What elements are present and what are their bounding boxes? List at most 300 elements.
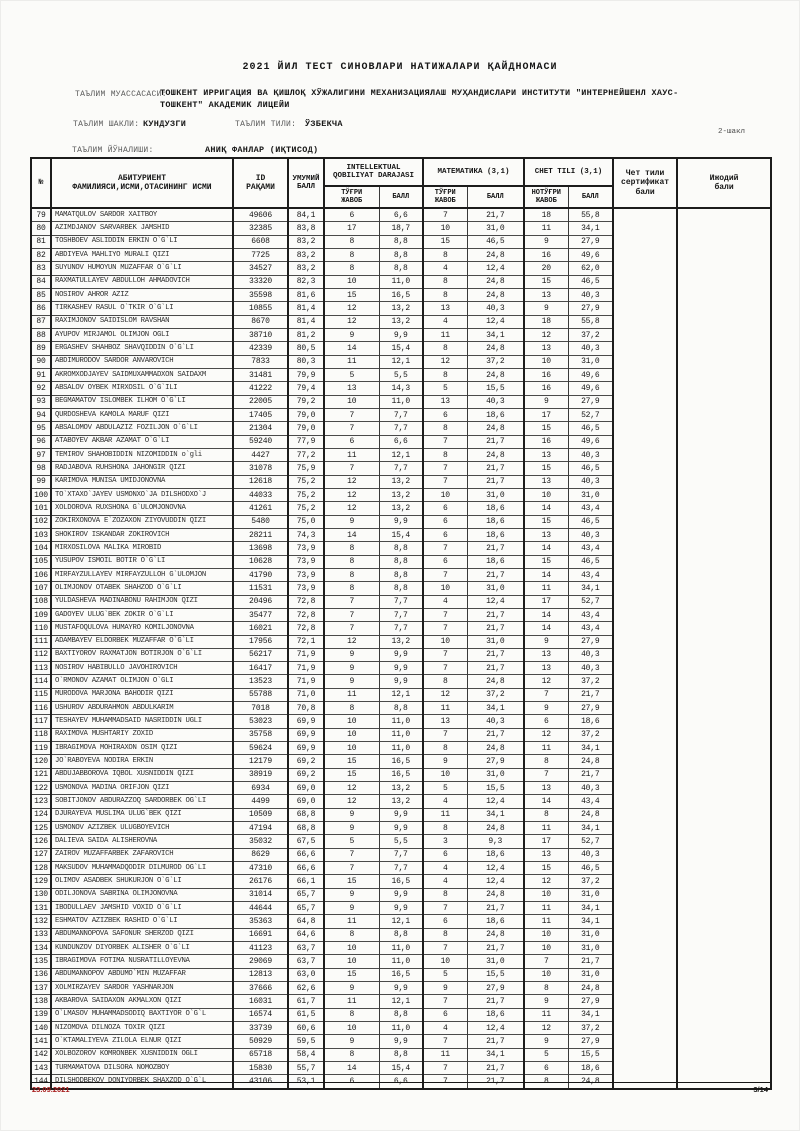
iq-correct-answers: 10 <box>324 728 379 741</box>
id-number: 17956 <box>233 635 288 648</box>
form-number-note: 2-шакл <box>717 128 745 136</box>
math-correct-answers: 9 <box>423 982 467 995</box>
math-score: 24,8 <box>467 288 524 301</box>
iq-correct-answers: 9 <box>324 515 379 528</box>
chet-incorrect-answers: 9 <box>524 395 568 408</box>
math-correct-answers: 9 <box>423 755 467 768</box>
chet-score: 31,0 <box>568 942 613 955</box>
iq-score: 11,0 <box>379 955 423 968</box>
column-header-id-line1: ID <box>255 173 266 183</box>
iq-correct-answers: 14 <box>324 1062 379 1075</box>
candidate-name: MAKSUDOV MUHAMMADQODIR DILMUROD OG`LI <box>51 862 233 875</box>
chet-score: 43,4 <box>568 622 613 635</box>
math-score: 21,7 <box>467 1062 524 1075</box>
iq-correct-answers: 9 <box>324 822 379 835</box>
math-correct-answers: 4 <box>423 862 467 875</box>
column-header-cert-line1: Чет тили <box>625 168 665 178</box>
chet-incorrect-answers: 15 <box>524 555 568 568</box>
math-score: 31,0 <box>467 582 524 595</box>
candidate-name: TURMAMATOVA DILSORA NOMOZBOY <box>51 1062 233 1075</box>
iq-correct-answers: 12 <box>324 795 379 808</box>
iq-score: 11,0 <box>379 728 423 741</box>
chet-incorrect-answers: 13 <box>524 288 568 301</box>
math-correct-answers: 10 <box>423 768 467 781</box>
math-score: 40,3 <box>467 715 524 728</box>
row-number: 108 <box>31 595 51 608</box>
chet-score: 18,6 <box>568 715 613 728</box>
math-score: 27,9 <box>467 755 524 768</box>
iq-score: 16,5 <box>379 768 423 781</box>
results-table <box>30 157 772 1090</box>
id-number: 16031 <box>233 995 288 1008</box>
column-header-name <box>51 158 233 208</box>
iq-score: 8,8 <box>379 568 423 581</box>
id-number: 47310 <box>233 862 288 875</box>
candidate-name: MUSTAFOQULOVA HUMAYRO KOMILJONOVNA <box>51 622 233 635</box>
chet-incorrect-answers: 10 <box>524 488 568 501</box>
chet-score: 40,3 <box>568 848 613 861</box>
footer-divider <box>30 1082 770 1083</box>
math-correct-answers: 5 <box>423 968 467 981</box>
candidate-name: RAXMATULLAYEV ABDULLOH AHMADOVICH <box>51 275 233 288</box>
institution-label: ТАЪЛИМ МУАССАСАСИ: <box>75 90 167 99</box>
total-score: 74,3 <box>288 528 324 541</box>
math-correct-answers: 4 <box>423 315 467 328</box>
id-number: 6608 <box>233 235 288 248</box>
total-score: 83,8 <box>288 222 324 235</box>
row-number: 94 <box>31 408 51 421</box>
iq-score: 6,6 <box>379 435 423 448</box>
total-score: 71,9 <box>288 648 324 661</box>
chet-incorrect-answers: 14 <box>524 622 568 635</box>
subheader-chet-incorrect <box>524 186 568 208</box>
row-number: 98 <box>31 462 51 475</box>
chet-score: 46,5 <box>568 555 613 568</box>
math-correct-answers: 4 <box>423 875 467 888</box>
iq-score: 13,2 <box>379 315 423 328</box>
education-language-label: ТАЪЛИМ ТИЛИ: <box>235 120 297 129</box>
candidate-name: ABDIYEVA MAHLIYO MURALI QIZI <box>51 248 233 261</box>
row-number: 137 <box>31 982 51 995</box>
candidate-name: ABDUJABBOROVA IQBOL XUSNIDDIN QIZI <box>51 768 233 781</box>
math-correct-answers: 13 <box>423 302 467 315</box>
total-score: 69,9 <box>288 728 324 741</box>
chet-score: 46,5 <box>568 862 613 875</box>
iq-correct-answers: 6 <box>324 435 379 448</box>
id-number: 38919 <box>233 768 288 781</box>
math-score: 37,2 <box>467 688 524 701</box>
chet-incorrect-answers: 17 <box>524 595 568 608</box>
chet-incorrect-answers: 15 <box>524 862 568 875</box>
row-number: 133 <box>31 928 51 941</box>
total-score: 83,2 <box>288 248 324 261</box>
math-correct-answers: 6 <box>423 1008 467 1021</box>
chet-incorrect-answers: 7 <box>524 955 568 968</box>
chet-incorrect-answers: 18 <box>524 208 568 222</box>
row-number: 136 <box>31 968 51 981</box>
row-number: 139 <box>31 1008 51 1021</box>
chet-score: 40,3 <box>568 288 613 301</box>
math-score: 31,0 <box>467 768 524 781</box>
group-header-intellektual-line2: QOBILIYAT DARAJASI <box>333 172 415 180</box>
total-score: 75,0 <box>288 515 324 528</box>
chet-score: 40,3 <box>568 475 613 488</box>
math-score: 15,5 <box>467 968 524 981</box>
math-score: 21,7 <box>467 995 524 1008</box>
iq-correct-answers: 7 <box>324 608 379 621</box>
math-correct-answers: 6 <box>423 515 467 528</box>
chet-score: 52,7 <box>568 408 613 421</box>
candidate-name: NOSIROV HABIBULLO JAVOHIROVICH <box>51 662 233 675</box>
total-score: 65,7 <box>288 902 324 915</box>
math-correct-answers: 6 <box>423 408 467 421</box>
chet-score: 34,1 <box>568 915 613 928</box>
id-number: 5480 <box>233 515 288 528</box>
iq-score: 9,9 <box>379 328 423 341</box>
math-score: 46,5 <box>467 235 524 248</box>
chet-incorrect-answers: 8 <box>524 808 568 821</box>
iq-correct-answers: 15 <box>324 755 379 768</box>
chet-incorrect-answers: 8 <box>524 982 568 995</box>
chet-incorrect-answers: 9 <box>524 1035 568 1048</box>
total-score: 73,9 <box>288 555 324 568</box>
iq-score: 12,1 <box>379 355 423 368</box>
total-score: 84,1 <box>288 208 324 222</box>
iq-score: 9,9 <box>379 822 423 835</box>
math-score: 34,1 <box>467 328 524 341</box>
iq-correct-answers: 15 <box>324 968 379 981</box>
math-score: 21,7 <box>467 608 524 621</box>
id-number: 12179 <box>233 755 288 768</box>
math-correct-answers: 7 <box>423 662 467 675</box>
id-number: 41123 <box>233 942 288 955</box>
chet-incorrect-answers: 14 <box>524 568 568 581</box>
math-score: 21,7 <box>467 902 524 915</box>
math-score: 21,7 <box>467 462 524 475</box>
candidate-name: KARIMOVA MUNISA UMIDJONOVNA <box>51 475 233 488</box>
chet-incorrect-answers: 14 <box>524 502 568 515</box>
candidate-name: IBRAGIMOVA FOTIMA NUSRATILLOYEVNA <box>51 955 233 968</box>
chet-incorrect-answers: 9 <box>524 302 568 315</box>
chet-score: 27,9 <box>568 635 613 648</box>
math-correct-answers: 7 <box>423 1075 467 1089</box>
chet-score: 27,9 <box>568 302 613 315</box>
row-number: 116 <box>31 702 51 715</box>
row-number: 135 <box>31 955 51 968</box>
iq-score: 9,9 <box>379 675 423 688</box>
id-number: 29069 <box>233 955 288 968</box>
iq-score: 11,0 <box>379 742 423 755</box>
chet-score: 34,1 <box>568 742 613 755</box>
chet-score: 31,0 <box>568 355 613 368</box>
total-score: 72,8 <box>288 608 324 621</box>
math-correct-answers: 4 <box>423 595 467 608</box>
math-correct-answers: 8 <box>423 288 467 301</box>
iq-correct-answers: 6 <box>324 208 379 222</box>
chet-score: 40,3 <box>568 342 613 355</box>
total-score: 77,2 <box>288 448 324 461</box>
iq-correct-answers: 7 <box>324 862 379 875</box>
row-number: 141 <box>31 1035 51 1048</box>
row-number: 119 <box>31 742 51 755</box>
chet-score: 52,7 <box>568 595 613 608</box>
math-correct-answers: 7 <box>423 568 467 581</box>
total-score: 79,2 <box>288 395 324 408</box>
total-score: 66,6 <box>288 862 324 875</box>
chet-incorrect-answers: 12 <box>524 328 568 341</box>
iq-correct-answers: 5 <box>324 368 379 381</box>
chet-incorrect-answers: 13 <box>524 662 568 675</box>
total-score: 59,5 <box>288 1035 324 1048</box>
chet-incorrect-answers: 16 <box>524 435 568 448</box>
math-correct-answers: 4 <box>423 1022 467 1035</box>
iq-score: 9,9 <box>379 888 423 901</box>
row-number: 93 <box>31 395 51 408</box>
total-score: 69,0 <box>288 795 324 808</box>
iq-score: 13,2 <box>379 635 423 648</box>
total-score: 67,5 <box>288 835 324 848</box>
total-score: 80,3 <box>288 355 324 368</box>
math-correct-answers: 5 <box>423 782 467 795</box>
id-number: 20496 <box>233 595 288 608</box>
total-score: 69,9 <box>288 715 324 728</box>
iq-correct-answers: 12 <box>324 782 379 795</box>
iq-score: 9,9 <box>379 515 423 528</box>
chet-incorrect-answers: 15 <box>524 422 568 435</box>
math-score: 24,8 <box>467 928 524 941</box>
math-correct-answers: 6 <box>423 528 467 541</box>
row-number: 96 <box>31 435 51 448</box>
math-score: 21,7 <box>467 1035 524 1048</box>
math-score: 18,6 <box>467 1008 524 1021</box>
chet-incorrect-answers: 17 <box>524 835 568 848</box>
iq-score: 11,0 <box>379 1022 423 1035</box>
math-score: 24,8 <box>467 275 524 288</box>
row-number: 132 <box>31 915 51 928</box>
row-number: 90 <box>31 355 51 368</box>
math-score: 18,6 <box>467 555 524 568</box>
id-number: 42339 <box>233 342 288 355</box>
math-score: 15,5 <box>467 382 524 395</box>
row-number: 86 <box>31 302 51 315</box>
math-score: 24,8 <box>467 248 524 261</box>
id-number: 41222 <box>233 382 288 395</box>
math-score: 24,8 <box>467 742 524 755</box>
math-correct-answers: 5 <box>423 382 467 395</box>
candidate-name: ABSALOV OYBEK MIRXOSIL O`G`ILI <box>51 382 233 395</box>
math-correct-answers: 8 <box>423 422 467 435</box>
chet-incorrect-answers: 11 <box>524 915 568 928</box>
chet-score: 27,9 <box>568 395 613 408</box>
iq-correct-answers: 14 <box>324 528 379 541</box>
iq-score: 6,6 <box>379 1075 423 1089</box>
iq-score: 8,8 <box>379 248 423 261</box>
candidate-name: O`RMONOV AZAMAT OLIMJON O`GLI <box>51 675 233 688</box>
math-score: 21,7 <box>467 662 524 675</box>
candidate-name: SOBITJONOV ABDURAZZOQ SARDORBEK OG`LI <box>51 795 233 808</box>
chet-incorrect-answers: 14 <box>524 795 568 808</box>
math-correct-answers: 7 <box>423 608 467 621</box>
math-score: 21,7 <box>467 475 524 488</box>
chet-incorrect-answers: 8 <box>524 1075 568 1089</box>
iq-correct-answers: 11 <box>324 448 379 461</box>
row-number: 130 <box>31 888 51 901</box>
chet-incorrect-answers: 14 <box>524 608 568 621</box>
chet-score: 24,8 <box>568 1075 613 1089</box>
iq-score: 8,8 <box>379 928 423 941</box>
row-number: 115 <box>31 688 51 701</box>
table-row <box>31 208 771 222</box>
subheader-iq-correct-line2: ЖАВОБ <box>341 197 363 205</box>
math-score: 18,6 <box>467 502 524 515</box>
math-correct-answers: 8 <box>423 448 467 461</box>
column-header-name-line1: АБИТУРИЕНТ <box>117 173 166 183</box>
iq-correct-answers: 12 <box>324 502 379 515</box>
chet-score: 43,4 <box>568 542 613 555</box>
math-score: 18,6 <box>467 515 524 528</box>
chet-score: 37,2 <box>568 675 613 688</box>
iq-score: 9,9 <box>379 902 423 915</box>
total-score: 64,6 <box>288 928 324 941</box>
chet-score: 34,1 <box>568 822 613 835</box>
math-correct-answers: 7 <box>423 995 467 1008</box>
chet-score: 40,3 <box>568 782 613 795</box>
candidate-name: RAXIMJONOV SAIDISLOM RAVSHAN <box>51 315 233 328</box>
iq-score: 15,4 <box>379 342 423 355</box>
footer-page-number: 3/14 <box>753 1085 768 1094</box>
total-score: 69,0 <box>288 782 324 795</box>
math-score: 18,6 <box>467 408 524 421</box>
row-number: 107 <box>31 582 51 595</box>
id-number: 7018 <box>233 702 288 715</box>
total-score: 68,8 <box>288 822 324 835</box>
candidate-name: ERGASHEV SHAHBOZ SHAVQIDDIN O`G`LI <box>51 342 233 355</box>
chet-score: 21,7 <box>568 768 613 781</box>
candidate-name: ESHMATOV AZIZBEK RASHID O`G`LI <box>51 915 233 928</box>
candidate-name: ADAMBAYEV ELDORBEK MUZAFFAR O`G`LI <box>51 635 233 648</box>
results-tbody <box>31 208 771 1089</box>
candidate-name: YUSUPOV ISMOIL BOTIR O`G`LI <box>51 555 233 568</box>
id-number: 15830 <box>233 1062 288 1075</box>
chet-score: 34,1 <box>568 222 613 235</box>
iq-score: 8,8 <box>379 262 423 275</box>
column-header-id-line2: РАҚАМИ <box>246 183 275 192</box>
chet-incorrect-answers: 17 <box>524 408 568 421</box>
math-correct-answers: 15 <box>423 235 467 248</box>
candidate-name: QURDOSHEVA KAMOLA MARUF QIZI <box>51 408 233 421</box>
chet-incorrect-answers: 5 <box>524 1048 568 1061</box>
total-score: 55,7 <box>288 1062 324 1075</box>
chet-incorrect-answers: 20 <box>524 262 568 275</box>
iq-correct-answers: 8 <box>324 582 379 595</box>
candidate-name: RADJABOVA RUHSHONA JAHONGIR QIZI <box>51 462 233 475</box>
math-score: 24,8 <box>467 368 524 381</box>
total-score: 66,6 <box>288 848 324 861</box>
candidate-name: XOLMIRZAYEV SARDOR YASHNARJON <box>51 982 233 995</box>
math-score: 9,3 <box>467 835 524 848</box>
id-number: 35598 <box>233 288 288 301</box>
chet-score: 34,1 <box>568 582 613 595</box>
id-number: 44033 <box>233 488 288 501</box>
total-score: 79,4 <box>288 382 324 395</box>
total-score: 63,7 <box>288 955 324 968</box>
math-score: 12,4 <box>467 595 524 608</box>
math-correct-answers: 8 <box>423 928 467 941</box>
math-score: 24,8 <box>467 675 524 688</box>
document-title: 2021 ЙИЛ ТЕСТ СИНОВЛАРИ НАТИЖАЛАРИ ҚАЙДНОМАСИ <box>242 62 558 73</box>
math-correct-answers: 11 <box>423 328 467 341</box>
id-number: 50929 <box>233 1035 288 1048</box>
subheader-iq-correct-line1: ТЎҒРИ <box>341 189 363 197</box>
math-correct-answers: 7 <box>423 942 467 955</box>
math-score: 31,0 <box>467 955 524 968</box>
iq-correct-answers: 9 <box>324 902 379 915</box>
subheader-chet-incorrect-line2: ЖАВОБ <box>535 197 557 205</box>
id-number: 8670 <box>233 315 288 328</box>
candidate-name: ZAIROV MUZAFFARBEK ZAFAROVICH <box>51 848 233 861</box>
iq-correct-answers: 15 <box>324 768 379 781</box>
row-number: 79 <box>31 208 51 222</box>
math-correct-answers: 7 <box>423 1062 467 1075</box>
total-score: 81,4 <box>288 302 324 315</box>
chet-score: 43,4 <box>568 568 613 581</box>
footer-date: 23.09.2021 <box>32 1085 70 1094</box>
education-language-value: ЎЗБЕКЧА <box>305 119 343 129</box>
math-score: 12,4 <box>467 795 524 808</box>
row-number: 124 <box>31 808 51 821</box>
math-score: 18,6 <box>467 915 524 928</box>
candidate-name: RAXIMOVA MUSHTARIY ZOXID <box>51 728 233 741</box>
row-number: 105 <box>31 555 51 568</box>
education-form-value: КУНДУЗГИ <box>143 119 187 129</box>
chet-score: 31,0 <box>568 888 613 901</box>
id-number: 47194 <box>233 822 288 835</box>
math-score: 21,7 <box>467 435 524 448</box>
candidate-name: OLIMJONOV OTABEK SHAHZOD O`G`LI <box>51 582 233 595</box>
candidate-name: DJURAYEVA MUSLIMA ULUG`BEK QIZI <box>51 808 233 821</box>
chet-score: 43,4 <box>568 795 613 808</box>
iq-score: 8,8 <box>379 235 423 248</box>
id-number: 7833 <box>233 355 288 368</box>
iq-correct-answers: 12 <box>324 488 379 501</box>
candidate-name: AKBAROVA SAIDAXON AKMALXON QIZI <box>51 995 233 1008</box>
math-correct-answers: 10 <box>423 955 467 968</box>
iq-score: 8,8 <box>379 555 423 568</box>
id-number: 4499 <box>233 795 288 808</box>
iq-correct-answers: 13 <box>324 382 379 395</box>
id-number: 21304 <box>233 422 288 435</box>
iq-score: 18,7 <box>379 222 423 235</box>
math-score: 15,5 <box>467 782 524 795</box>
candidate-name: MIRFAYZULLAYEV MIRFAYZULLOH G`ULOMJON <box>51 568 233 581</box>
row-number: 88 <box>31 328 51 341</box>
total-score: 79,0 <box>288 422 324 435</box>
math-correct-answers: 13 <box>423 395 467 408</box>
math-correct-answers: 8 <box>423 888 467 901</box>
column-header-total <box>288 158 324 208</box>
candidate-name: BAXTIYOROV RAXMATJON BOTIRJON O`G`LI <box>51 648 233 661</box>
iq-correct-answers: 8 <box>324 568 379 581</box>
row-number: 89 <box>31 342 51 355</box>
iq-correct-answers: 11 <box>324 355 379 368</box>
chet-score: 52,7 <box>568 835 613 848</box>
chet-score: 27,9 <box>568 702 613 715</box>
chet-incorrect-answers: 8 <box>524 755 568 768</box>
total-score: 73,9 <box>288 542 324 555</box>
total-score: 83,2 <box>288 262 324 275</box>
math-score: 12,4 <box>467 875 524 888</box>
iq-score: 12,1 <box>379 448 423 461</box>
